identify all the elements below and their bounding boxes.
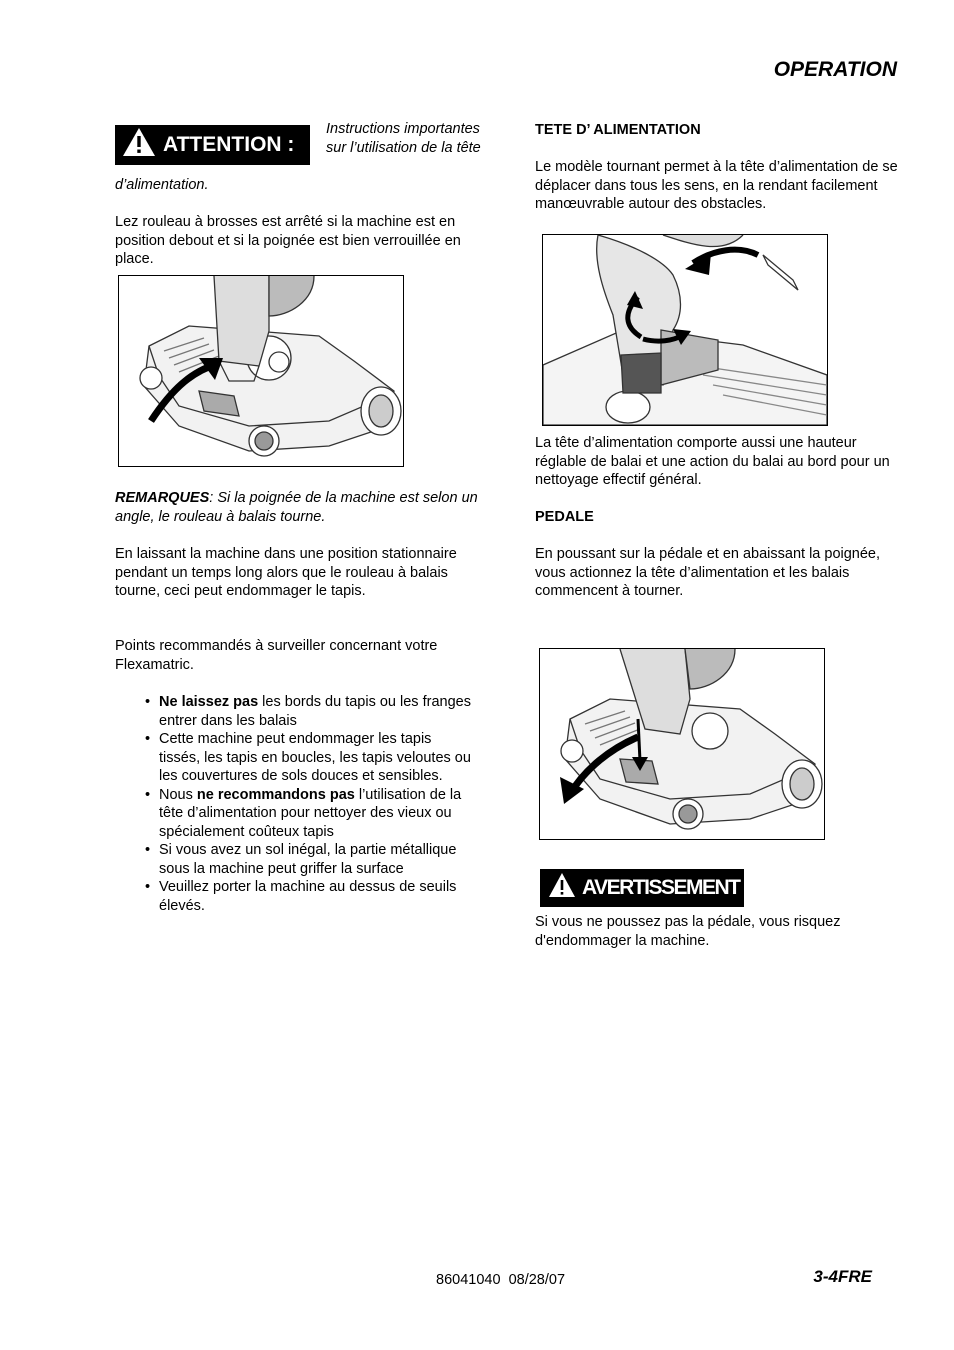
heading-pedal: PEDALE — [535, 509, 594, 525]
list-item: • Si vous avez un sol inégal, la partie métallique sous la machine peut griffer la surface — [143, 841, 473, 878]
paragraph-pedal: En poussant sur la pédale et en abaissant la poignée, vous actionnez la tête d’alimentation et les balais commencent à tourner. — [535, 546, 881, 599]
machine-illustration-3 — [540, 649, 824, 839]
list-item: • Cette machine peut endommager les tapis tissés, les tapis en boucles, les tapis veloutes ou les couvertures de sols douces et sensibles. — [143, 730, 473, 786]
warning-label: AVERTISSEMENT — [582, 875, 740, 899]
machine-illustration-2 — [543, 235, 827, 425]
paragraph-warning: Si vous ne poussez pas la pédale, vous risquez d'endommager la machine. — [535, 914, 841, 949]
list-item: • Nous ne recommandons pas l’utilisation de la tête d’alimentation pour nettoyer des vieux ou spécialement coûteux tapis — [143, 786, 473, 842]
paragraph-stationary-warning: En laissant la machine dans une position stationnaire pendant un temps long alors que le rouleau à balais tourne, ceci peut endommager le tapis. — [115, 546, 457, 599]
machine-illustration-1 — [119, 276, 403, 466]
remarques-label: REMARQUES — [115, 490, 210, 506]
attention-text: Instructions importantes sur l’utilisation de la tête — [326, 121, 481, 156]
attention-label: ATTENTION : — [163, 132, 295, 156]
paragraph-brush-roll-stop: Lez rouleau à brosses est arrêté si la machine est en position debout et si la poignée est bien verrouillée en place. — [115, 214, 461, 267]
page-number: 3-4FRE — [813, 1267, 872, 1286]
list-item: • Veuillez porter la machine au dessus de seuils élevés. — [143, 878, 473, 915]
attention-text-continued: d’alimentation. — [115, 177, 209, 193]
paragraph-swivel: Le modèle tournant permet à la tête d’alimentation de se déplacer dans tous les sens, en la rendant facilement manœuvrable autour des obstacles. — [535, 159, 898, 212]
list-item: • Ne laissez pas les bords du tapis ou les franges entrer dans les balais — [143, 693, 473, 730]
warning-triangle-icon — [121, 126, 157, 164]
figure-handle-locked — [118, 275, 404, 467]
figure-pedal — [539, 648, 825, 840]
document-code: 86041040 08/28/07 — [436, 1272, 566, 1288]
warning-triangle-icon — [548, 872, 576, 904]
warning-badge — [540, 869, 744, 907]
paragraph-recommended-points: Points recommandés à surveiller concernant votre Flexamatric. — [115, 638, 438, 673]
figure-swivel-head — [542, 234, 828, 426]
recommendations-list — [143, 693, 473, 915]
heading-power-head: TETE D’ ALIMENTATION — [535, 122, 701, 138]
attention-badge — [115, 125, 310, 165]
section-title: OPERATION — [773, 58, 897, 81]
paragraph-height-adjust: La tête d’alimentation comporte aussi une hauteur réglable de balai et une action du balai au bord pour un nettoyage effectif général. — [535, 435, 890, 488]
remarques-note — [115, 489, 480, 526]
remarques-text: : Si la poignée de la machine est selon un angle, le rouleau à balais tourne. — [115, 490, 478, 525]
